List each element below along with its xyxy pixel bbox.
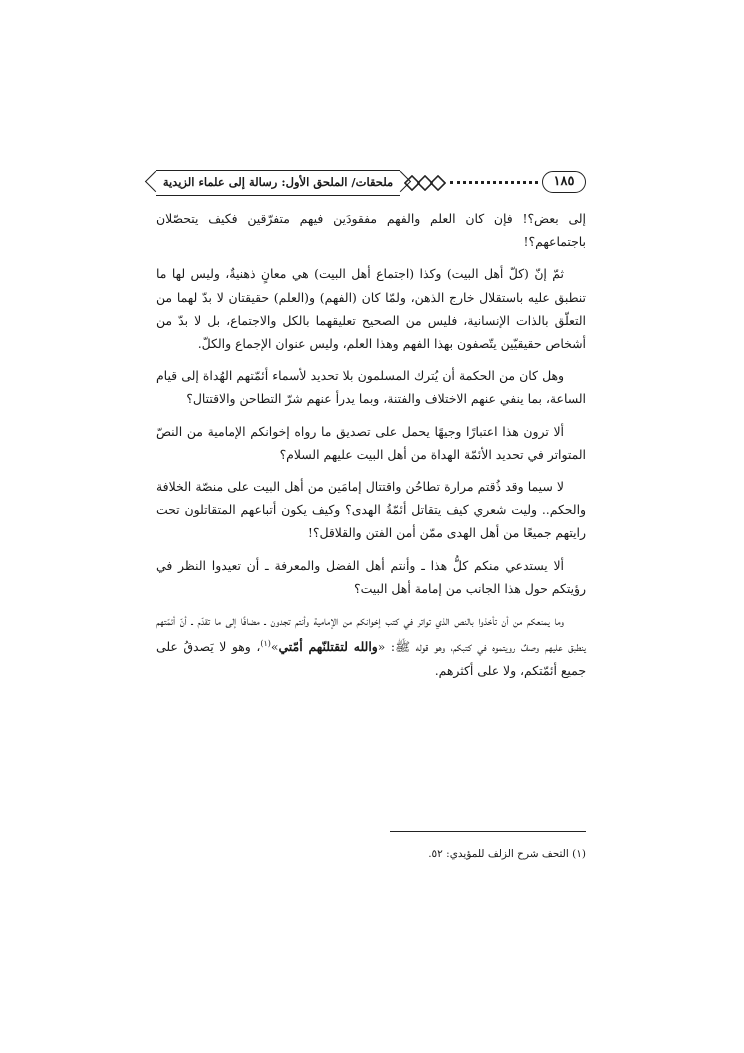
running-title: ملحقات/ الملحق الأول: رسالة إلى علماء الزيدية bbox=[156, 170, 400, 196]
paragraph: ألا يستدعي منكم كلُّ هذا ـ وأنتم أهل الفضل والمعرفة ـ أن تعيدوا النظر في رؤيتكم حول هذا الجانب من إمامة أهل البيت؟ bbox=[156, 557, 586, 596]
running-header bbox=[156, 170, 586, 196]
paragraph: ثمّ إنّ (كلّ أهل البيت) وكذا (اجتماع أهل البيت) هي معانٍ ذهنيةٌ، وليس لها ما تنطبق عليه باستقلال خارج الذهن، ولمّا كان (الفهم) و(العلم) حقيقتان لا بدّ لهما من التعلّق بالذات الإنسانية، فليس من الصحيح تعليقهما بالكل والاجتماع، بل لا بدّ من أشخاص حقيقيّين يتّصفون بهذا الفهم وهذا العلم، وليس عنوان الإجماع والكلّ. bbox=[156, 266, 586, 352]
paragraph: ألا ترون هذا اعتبارًا وجيهًا يحمل على تصديق ما رواه إخوانكم الإمامية من النصّ المتواتر في تحديد الأئمّة الهداة من أهل البيت عليهم السلام؟ bbox=[156, 423, 586, 462]
footnote-separator bbox=[390, 831, 586, 832]
paragraph: وهل كان من الحكمة أن يُترك المسلمون بلا تحديد لأسماء أئمّتهم الهُداة إلى قيام الساعة، بما ينفي عنهم الاختلاف والفتنة، وبما يدرأ عنهم شرّ التطاحن والاقتتال؟ bbox=[156, 368, 586, 407]
quote-close: » bbox=[270, 639, 279, 655]
paragraph-text: وما يمنعكم من أن تأخذوا بالنص الذي تواتر في كتب إخوانكم من الإمامية وأنتم تجدون ـ مضافًا إلى ما تقدّم ـ أنّ أئمّتهم ينطبق عليهم وصفٌ رويتموه في كتبكم، وهو قوله ﷺ: « bbox=[156, 613, 587, 655]
ornament-icon bbox=[404, 175, 446, 191]
paragraph: إلى بعض؟! فإن كان العلم والفهم مفقودَين فيهم متفرّقين فكيف يتحصّلان باجتماعهم؟! bbox=[156, 211, 586, 250]
paragraph: لا سيما وقد ذُقتم مرارة تطاحُن واقتتال إمامَين من أهل البيت على منصّة الخلافة والحكم.. وليت شعري كيف يتقاتل أئمّةُ الهدى؟ وكيف يكون أتباعهم المتقاتلون تحت رايتهم جميعًا من أهل الهدى ممّن أمن الفتن والقلاقل؟! bbox=[156, 479, 586, 541]
paragraph bbox=[156, 609, 586, 682]
body-text bbox=[156, 207, 586, 691]
paragraph-text: ، وهو لا يَصدقُ على جميع أئمّتكم، ولا على أكثرهم. bbox=[156, 639, 586, 678]
dotted-divider bbox=[450, 181, 538, 184]
footnote-marker[interactable]: (١) bbox=[260, 639, 271, 649]
footnote: (١) التحف شرح الزلف للمؤيدي: ٥٢. bbox=[428, 848, 586, 860]
page-number: ١٨٥ bbox=[542, 171, 586, 193]
hadith-quote: والله لتقتلنّهم أمّتي bbox=[278, 639, 378, 655]
